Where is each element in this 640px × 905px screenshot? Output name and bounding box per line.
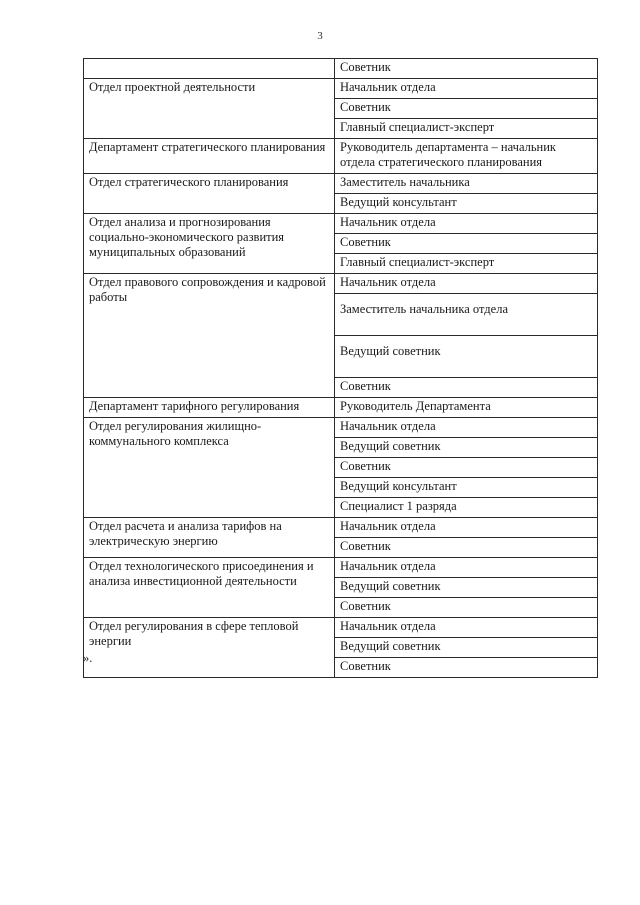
- table-row: [84, 518, 598, 538]
- position-cell: Начальник отдела: [335, 274, 598, 294]
- position-cell: Специалист 1 разряда: [335, 498, 598, 518]
- table-row: [84, 59, 598, 79]
- position-cell: Главный специалист-эксперт: [335, 254, 598, 274]
- department-cell: [84, 59, 335, 79]
- table-row: [84, 139, 598, 174]
- department-cell: Департамент стратегического планирования: [84, 139, 335, 174]
- position-cell: Начальник отдела: [335, 618, 598, 638]
- position-cell: Советник: [335, 538, 598, 558]
- position-cell: Советник: [335, 99, 598, 119]
- department-cell: Отдел стратегического планирования: [84, 174, 335, 214]
- department-cell: Отдел проектной деятельности: [84, 79, 335, 139]
- staff-positions-table: [83, 58, 598, 678]
- position-cell: Советник: [335, 598, 598, 618]
- table-row: [84, 79, 598, 99]
- table-row: [84, 174, 598, 194]
- department-cell: Департамент тарифного регулирования: [84, 398, 335, 418]
- position-cell: Руководитель Департамента: [335, 398, 598, 418]
- position-cell: Ведущий консультант: [335, 478, 598, 498]
- position-cell: Советник: [335, 658, 598, 678]
- department-cell: Отдел анализа и прогнозирования социально-экономического развития муниципальных образований: [84, 214, 335, 274]
- position-cell: Начальник отдела: [335, 418, 598, 438]
- table-row: [84, 274, 598, 294]
- position-cell: Советник: [335, 378, 598, 398]
- position-cell: Ведущий советник: [335, 336, 598, 378]
- department-cell: Отдел расчета и анализа тарифов на электрическую энергию: [84, 518, 335, 558]
- table-row: [84, 214, 598, 234]
- position-cell: Заместитель начальника отдела: [335, 294, 598, 336]
- position-cell: Заместитель начальника: [335, 174, 598, 194]
- position-cell: Ведущий советник: [335, 638, 598, 658]
- position-cell: Советник: [335, 59, 598, 79]
- position-cell: Главный специалист-эксперт: [335, 119, 598, 139]
- position-cell: Начальник отдела: [335, 79, 598, 99]
- position-cell: Ведущий консультант: [335, 194, 598, 214]
- closing-quote-mark: ».: [83, 651, 93, 665]
- position-cell: Советник: [335, 458, 598, 478]
- table-row: [84, 398, 598, 418]
- position-cell: Начальник отдела: [335, 558, 598, 578]
- department-cell: Отдел регулирования жилищно-коммунального комплекса: [84, 418, 335, 518]
- position-cell: Ведущий советник: [335, 578, 598, 598]
- department-cell: Отдел регулирования в сфере тепловой энергии: [84, 618, 335, 678]
- position-cell: Начальник отдела: [335, 518, 598, 538]
- table-row: [84, 558, 598, 578]
- position-cell: Начальник отдела: [335, 214, 598, 234]
- position-cell: Ведущий советник: [335, 438, 598, 458]
- position-cell: Советник: [335, 234, 598, 254]
- table-row: [84, 618, 598, 638]
- page-number: 3: [317, 30, 323, 42]
- position-cell: Руководитель департамента – начальник отдела стратегического планирования: [335, 139, 598, 174]
- table-row: [84, 418, 598, 438]
- department-cell: Отдел правового сопровождения и кадровой работы: [84, 274, 335, 398]
- department-cell: Отдел технологического присоединения и анализа инвестиционной деятельности: [84, 558, 335, 618]
